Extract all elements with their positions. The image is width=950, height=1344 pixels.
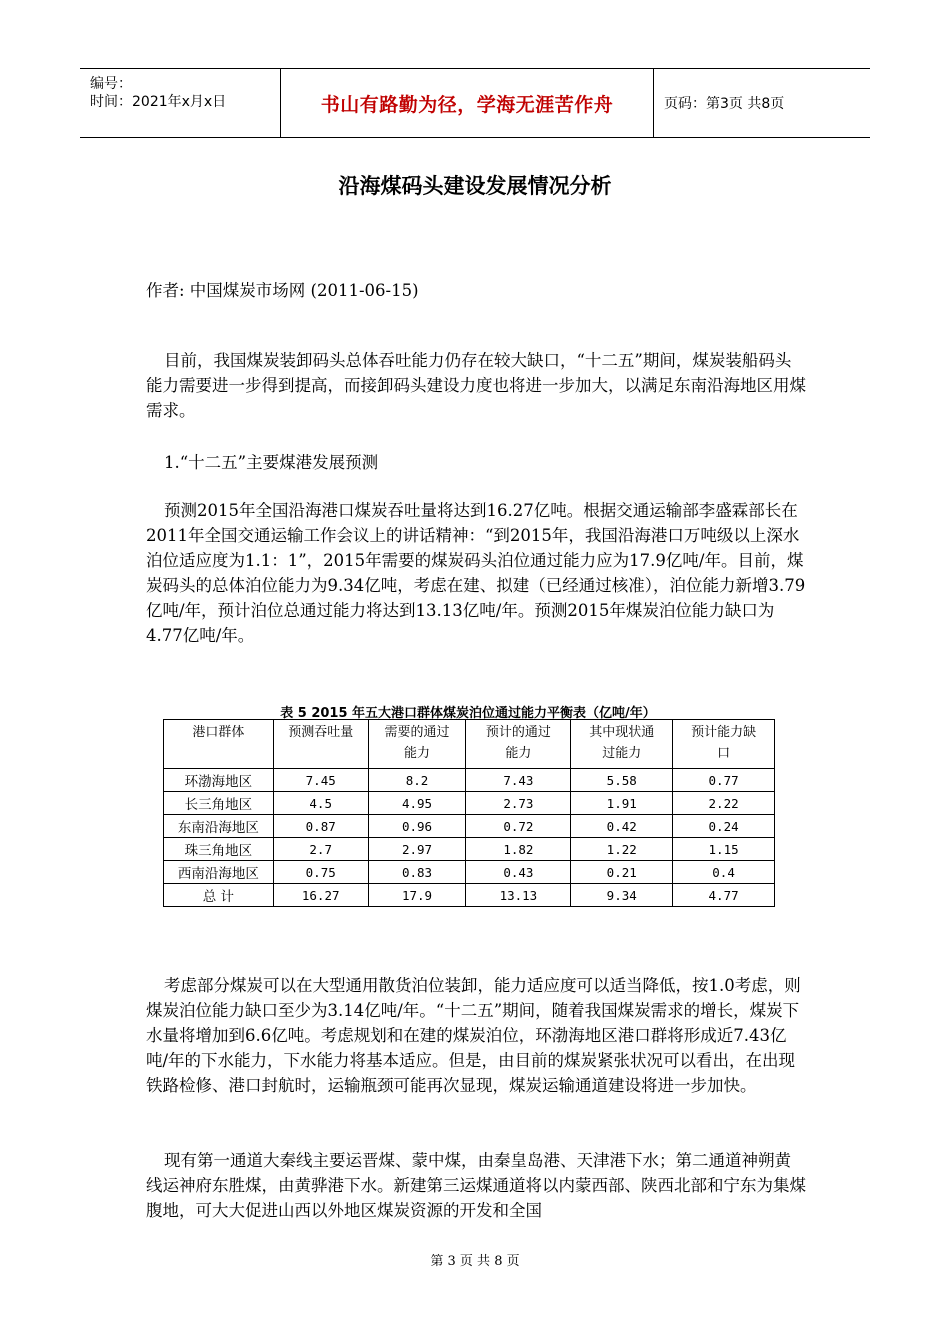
table-value-cell: 13.13	[466, 884, 571, 907]
table-region-cell: 珠三角地区	[164, 838, 274, 861]
table-value-cell: 0.83	[368, 861, 466, 884]
table-row	[164, 815, 775, 838]
table-header-cell	[466, 720, 571, 769]
table-row	[164, 792, 775, 815]
table-region-cell: 环渤海地区	[164, 769, 274, 792]
table-value-cell: 7.45	[273, 769, 368, 792]
table-value-cell: 1.22	[571, 838, 673, 861]
table-region-cell: 总 计	[164, 884, 274, 907]
table-value-cell: 1.82	[466, 838, 571, 861]
section-heading-text: 1.“十二五”主要煤港发展预测	[164, 453, 379, 472]
table-header-cell	[164, 720, 274, 769]
paragraph-forecast-text: 预测2015年全国沿海港口煤炭吞吐量将达到16.27亿吨。根据交通运输部李盛霖部长在2011年全国交通运输工作会议上的讲话精神：“到2015年，我国沿海港口万吨级以上深水泊位适应度为1.1：1”，2015年需要的煤炭码头泊位通过能力应为17.9亿吨/年。目前，煤炭码头的总体泊位能力为9.34亿吨，考虑在建、拟建（已经通过核准），泊位能力新增3.79亿吨/年，预计泊位总通过能力将达到13.13亿吨/年。预测2015年煤炭泊位能力缺口为4.77亿吨/年。	[146, 501, 806, 645]
table-region-cell: 西南沿海地区	[164, 861, 274, 884]
table-header-cell	[273, 720, 368, 769]
table-value-cell: 1.91	[571, 792, 673, 815]
table-value-cell: 0.77	[673, 769, 775, 792]
table-value-cell: 2.22	[673, 792, 775, 815]
table-value-cell: 0.75	[273, 861, 368, 884]
table-value-cell: 9.34	[571, 884, 673, 907]
document-number-label: 编号：	[90, 76, 132, 92]
header-motto: 书山有路勤为径，学海无涯苦作舟	[320, 93, 614, 116]
table-row	[164, 769, 775, 792]
section-heading	[146, 450, 806, 475]
table-value-cell: 0.96	[368, 815, 466, 838]
paragraph-intro-text: 目前，我国煤炭装卸码头总体吞吐能力仍存在较大缺口，“十二五”期间，煤炭装船码头能力需要进一步得到提高，而接卸码头建设力度也将进一步加大，以满足东南沿海地区用煤需求。	[146, 351, 806, 420]
table-value-cell: 0.42	[571, 815, 673, 838]
table-value-cell: 0.72	[466, 815, 571, 838]
table-value-cell: 16.27	[273, 884, 368, 907]
table-row	[164, 884, 775, 907]
document-time-label: 时间：2021年x月x日	[90, 94, 227, 110]
table-value-cell: 4.5	[273, 792, 368, 815]
table-value-cell: 2.97	[368, 838, 466, 861]
paragraph-analysis-text: 考虑部分煤炭可以在大型通用散货泊位装卸，能力适应度可以适当降低，按1.0考虑，则煤炭泊位能力缺口至少为3.14亿吨/年。“十二五”期间，随着我国煤炭需求的增长，煤炭下水量将增加到6.6亿吨。考虑规划和在建的煤炭泊位，环渤海地区港口群将形成近7.43亿吨/年的下水能力，下水能力将基本适应。但是，由目前的煤炭紧张状况可以看出，在出现铁路检修、港口封航时，运输瓶颈可能再次显现，煤炭运输通道建设将进一步加快。	[146, 976, 801, 1095]
paragraph-analysis	[146, 973, 806, 1098]
table-header-line: 港口群体	[192, 725, 245, 740]
table-header-line: 需要的通过	[384, 725, 450, 740]
table-header-line: 口	[717, 746, 731, 761]
header-meta	[80, 69, 280, 111]
table-region-cell: 长三角地区	[164, 792, 274, 815]
table-region-cell: 东南沿海地区	[164, 815, 274, 838]
table-header-row	[164, 720, 775, 769]
table-value-cell: 0.43	[466, 861, 571, 884]
table-value-cell: 4.95	[368, 792, 466, 815]
table-header-line: 预测吞吐量	[288, 725, 354, 740]
table-value-cell: 2.7	[273, 838, 368, 861]
table-value-cell: 7.43	[466, 769, 571, 792]
capacity-table	[163, 719, 775, 907]
page-footer: 第 3 页 共 8 页	[430, 1254, 520, 1269]
table-row	[164, 861, 775, 884]
table-value-cell: 5.58	[571, 769, 673, 792]
table-header-cell	[571, 720, 673, 769]
header-page-cell	[654, 69, 870, 137]
table-header-line: 预计能力缺	[691, 725, 757, 740]
table-value-cell: 1.15	[673, 838, 775, 861]
table-value-cell: 0.87	[273, 815, 368, 838]
table-value-cell: 0.24	[673, 815, 775, 838]
paragraph-corridors-text: 现有第一通道大秦线主要运晋煤、蒙中煤，由秦皇岛港、天津港下水；第二通道神朔黄线运神府东胜煤，由黄骅港下水。新建第三运煤通道将以内蒙西部、陕西北部和宁东为集煤腹地，可大大促进山西以外地区煤炭资源的开发和全国	[146, 1151, 806, 1220]
table-value-cell: 0.21	[571, 861, 673, 884]
table-header-cell	[673, 720, 775, 769]
table-row	[164, 838, 775, 861]
table-header-line: 能力	[404, 746, 431, 761]
table-caption: 表 5 2015 年五大港口群体煤炭泊位通过能力平衡表（亿吨/年）	[280, 706, 656, 721]
table-header-line: 过能力	[602, 746, 642, 761]
table-header-line: 能力	[505, 746, 532, 761]
table-value-cell: 0.4	[673, 861, 775, 884]
table-value-cell: 17.9	[368, 884, 466, 907]
paragraph-forecast	[146, 498, 806, 648]
table-header-line: 其中现状通	[589, 725, 655, 740]
table-header-cell	[368, 720, 466, 769]
header-page-code: 页码：第3页 共8页	[664, 96, 785, 112]
author-byline: 作者: 中国煤炭市场网 (2011-06-15)	[146, 281, 419, 300]
paragraph-corridors	[146, 1148, 806, 1223]
paragraph-intro	[146, 348, 806, 423]
table-header-line: 预计的通过	[485, 725, 551, 740]
table-value-cell: 4.77	[673, 884, 775, 907]
header-motto-cell	[281, 69, 654, 137]
document-header	[80, 68, 870, 138]
table-value-cell: 8.2	[368, 769, 466, 792]
table-value-cell: 2.73	[466, 792, 571, 815]
header-meta-cell	[80, 69, 281, 137]
document-title: 沿海煤码头建设发展情况分析	[338, 174, 612, 198]
